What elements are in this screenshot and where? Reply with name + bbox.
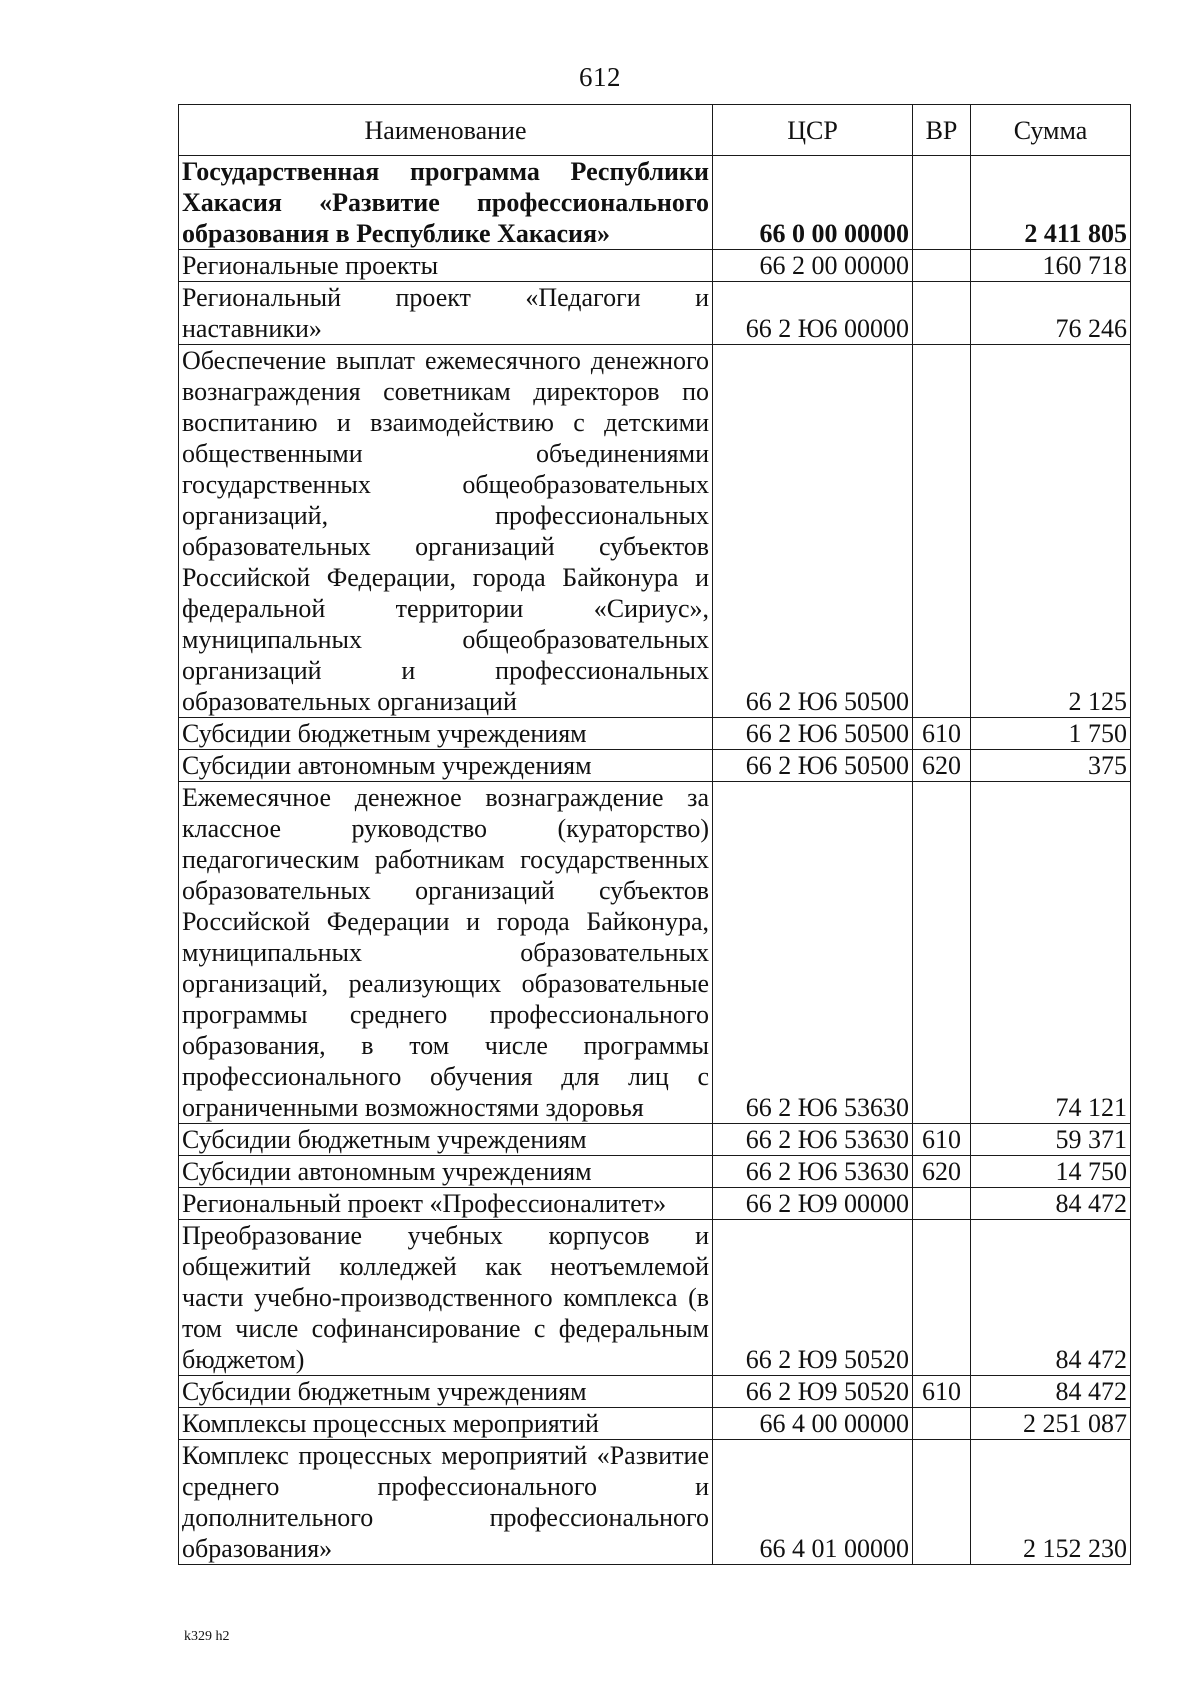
row-name: Региональный проект «Профессионалитет» <box>179 1188 713 1220</box>
table-row <box>179 1156 1131 1188</box>
budget-table <box>178 104 1131 1565</box>
row-sum: 2 125 <box>971 345 1131 718</box>
row-vr: 620 <box>913 750 971 782</box>
row-csr: 66 2 Ю9 50520 <box>713 1376 913 1408</box>
row-csr: 66 0 00 00000 <box>713 156 913 250</box>
row-sum: 84 472 <box>971 1220 1131 1376</box>
table-row <box>179 156 1131 250</box>
table-row <box>179 1220 1131 1376</box>
table-row <box>179 1124 1131 1156</box>
row-vr <box>913 782 971 1124</box>
row-sum: 2 152 230 <box>971 1440 1131 1565</box>
table-row <box>179 1440 1131 1565</box>
row-csr: 66 2 Ю6 53630 <box>713 782 913 1124</box>
row-csr: 66 2 Ю6 53630 <box>713 1124 913 1156</box>
header-vr: ВР <box>913 105 971 156</box>
row-csr: 66 2 Ю9 50520 <box>713 1220 913 1376</box>
row-vr: 610 <box>913 718 971 750</box>
row-csr: 66 4 00 00000 <box>713 1408 913 1440</box>
row-vr <box>913 1188 971 1220</box>
row-name: Субсидии бюджетным учреждениям <box>179 1124 713 1156</box>
row-csr: 66 2 Ю6 00000 <box>713 282 913 345</box>
row-csr: 66 2 Ю6 53630 <box>713 1156 913 1188</box>
header-sum: Сумма <box>971 105 1131 156</box>
header-name: Наименование <box>179 105 713 156</box>
row-name: Региональные проекты <box>179 250 713 282</box>
table-row <box>179 750 1131 782</box>
row-csr: 66 2 Ю6 50500 <box>713 718 913 750</box>
row-sum: 74 121 <box>971 782 1131 1124</box>
row-name: Субсидии автономным учреждениям <box>179 750 713 782</box>
row-csr: 66 4 01 00000 <box>713 1440 913 1565</box>
row-name: Субсидии бюджетным учреждениям <box>179 1376 713 1408</box>
row-name: Ежемесячное денежное вознаграждение за классное руководство (кураторство) педагогическим работникам государственных образовательных организаций субъектов Российской Федерации и города Байконура, муниципальных образовательных организаций, реализующих образовательные программы среднего профессионального образования, в том числе программы профессионального обучения для лиц с ограниченными возможностями здоровья <box>179 782 713 1124</box>
row-name: Обеспечение выплат ежемесячного денежного вознаграждения советникам директоров по воспитанию и взаимодействию с детскими общественными объединениями государственных общеобразовательных организаций, профессиональных образовательных организаций субъектов Российской Федерации, города Байконура и федеральной территории «Сириус», муниципальных общеобразовательных организаций и профессиональных образовательных организаций <box>179 345 713 718</box>
row-vr <box>913 1220 971 1376</box>
table-row <box>179 718 1131 750</box>
row-sum: 84 472 <box>971 1376 1131 1408</box>
table-row <box>179 1188 1131 1220</box>
row-csr: 66 2 00 00000 <box>713 250 913 282</box>
row-name: Субсидии бюджетным учреждениям <box>179 718 713 750</box>
table-header-row <box>179 105 1131 156</box>
row-name: Субсидии автономным учреждениям <box>179 1156 713 1188</box>
row-csr: 66 2 Ю6 50500 <box>713 750 913 782</box>
row-sum: 2 411 805 <box>971 156 1131 250</box>
row-sum: 59 371 <box>971 1124 1131 1156</box>
table-row <box>179 250 1131 282</box>
row-sum: 76 246 <box>971 282 1131 345</box>
document-code: k329 h2 <box>184 1629 230 1644</box>
row-name: Комплексы процессных мероприятий <box>179 1408 713 1440</box>
row-sum: 84 472 <box>971 1188 1131 1220</box>
row-csr: 66 2 Ю6 50500 <box>713 345 913 718</box>
row-vr <box>913 156 971 250</box>
row-name: Государственная программа Республики Хакасия «Развитие профессионального образования в Республике Хакасия» <box>179 156 713 250</box>
row-sum: 14 750 <box>971 1156 1131 1188</box>
row-sum: 1 750 <box>971 718 1131 750</box>
row-vr: 620 <box>913 1156 971 1188</box>
page-number: 612 <box>579 62 621 92</box>
row-vr <box>913 250 971 282</box>
row-vr: 610 <box>913 1376 971 1408</box>
table-row <box>179 1376 1131 1408</box>
row-sum: 375 <box>971 750 1131 782</box>
row-name: Региональный проект «Педагоги и наставники» <box>179 282 713 345</box>
row-vr <box>913 1408 971 1440</box>
row-vr: 610 <box>913 1124 971 1156</box>
row-vr <box>913 282 971 345</box>
row-csr: 66 2 Ю9 00000 <box>713 1188 913 1220</box>
row-sum: 2 251 087 <box>971 1408 1131 1440</box>
row-sum: 160 718 <box>971 250 1131 282</box>
table-row <box>179 1408 1131 1440</box>
row-name: Комплекс процессных мероприятий «Развитие среднего профессионального и дополнительного профессионального образования» <box>179 1440 713 1565</box>
table-row <box>179 345 1131 718</box>
row-name: Преобразование учебных корпусов и общежитий колледжей как неотъемлемой части учебно-производственного комплекса (в том числе софинансирование с федеральным бюджетом) <box>179 1220 713 1376</box>
row-vr <box>913 345 971 718</box>
row-vr <box>913 1440 971 1565</box>
header-csr: ЦСР <box>713 105 913 156</box>
table-row <box>179 782 1131 1124</box>
table-row <box>179 282 1131 345</box>
